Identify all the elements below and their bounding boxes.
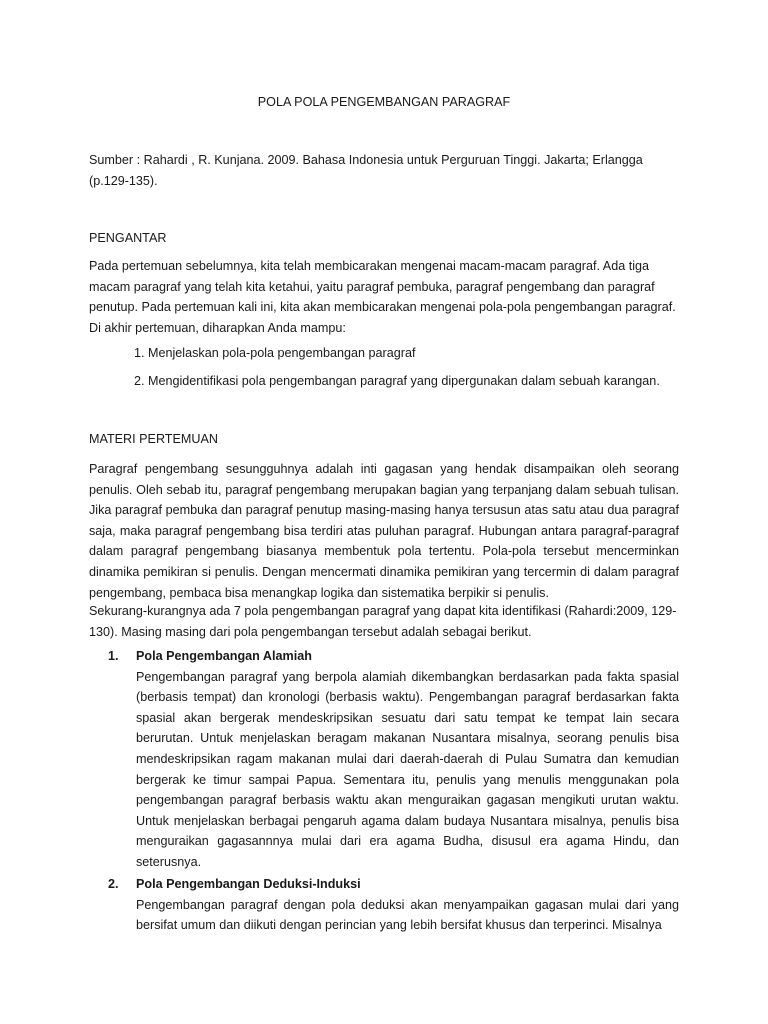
section-text: Pengembangan paragraf dengan pola deduksi akan menyampaikan gagasan mulai dari yang bersifat umum dan diikuti dengan perincian yang lebih bersifat khusus dan terperinci. Misalnya — [136, 897, 679, 933]
materi-paragraph: Paragraf pengembang sesungguhnya adalah inti gagasan yang hendak disampaikan oleh seorang penulis. Oleh sebab itu, paragraf pengembang merupakan bagian yang terpanjang dalam sebuah tulisan. Jika paragraf pembuka dan paragraf penutup masing-masing hanya tersusun atas satu atau dua paragraf saja, maka paragraf pengembang bisa terdiri atas puluhan paragraf. Hubungan antara paragraf-paragraf dalam paragraf pengembang biasanya membentuk pola tertentu. Pola-pola tersebut mencerminkan dinamika pemikiran si penulis. Dengan mencermati dinamika pemikiran yang tercermin di dalam paragraf pengembang, pembaca bisa menangkap logika dan sistematika berpikir si penulis. — [89, 462, 679, 600]
source-citation: Sumber : Rahardi , R. Kunjana. 2009. Bahasa Indonesia untuk Perguruan Tinggi. Jakarta; Erlangga (p.129-135). — [89, 153, 643, 188]
section-number: 2. — [108, 877, 119, 891]
heading-pengantar: PENGANTAR — [89, 231, 167, 245]
objective-item: 2. Mengidentifikasi pola pengembangan paragraf yang dipergunakan dalam sebuah karangan. — [134, 374, 660, 388]
document-title: POLA POLA PENGEMBANGAN PARAGRAF — [257, 95, 511, 109]
section-heading: Pola Pengembangan Alamiah — [136, 649, 312, 663]
section-body — [136, 646, 679, 873]
heading-materi-pertemuan: MATERI PERTEMUAN — [89, 432, 218, 446]
section-heading: Pola Pengembangan Deduksi-Induksi — [136, 877, 361, 891]
section-body — [136, 874, 679, 936]
section-number: 1. — [108, 649, 119, 663]
pengantar-paragraph: Pada pertemuan sebelumnya, kita telah membicarakan mengenai macam-macam paragraf. Ada tiga macam paragraf yang telah kita ketahui, yaitu paragraf pembuka, paragraf pengembang dan paragraf penutup. Pada pertemuan kali ini, kita akan membicarakan mengenai pola-pola pengembangan paragraf. Di akhir pertemuan, diharapkan Anda mampu: — [89, 259, 676, 335]
materi-paragraph: Sekurang-kurangnya ada 7 pola pengembangan paragraf yang dapat kita identifikasi (Rahardi:2009, 129-130). Masing masing dari pola pengembangan tersebut adalah sebagai berikut. — [89, 604, 677, 639]
objective-item: 1. Menjelaskan pola-pola pengembangan paragraf — [134, 346, 416, 360]
section-text: Pengembangan paragraf yang berpola alamiah dikembangkan berdasarkan pada fakta spasial (berbasis tempat) dan kronologi (berbasis waktu). Pengembangan paragraf berdasarkan fakta spasial akan bergerak mendeskripsikan sesuatu dari satu tempat ke tempat lain secara berurutan. Untuk menjelaskan beragam makanan Nusantara misalnya, seorang penulis bisa mendeskripsikan ragam makanan mulai dari daerah-daerah di Pulau Sumatra dan kemudian bergerak ke timur sampai Papua. Sementara itu, penulis yang menulis menggunakan pola pengembangan paragraf berbasis waktu akan menguraikan gagasan mengikuti urutan waktu. Untuk menjelaskan berbagai pengaruh agama dalam budaya Nusantara misalnya, penulis bisa menguraikan gagasannnya mulai dari era agama Budha, disusul era agama Hindu, dan seterusnya. — [136, 669, 679, 869]
